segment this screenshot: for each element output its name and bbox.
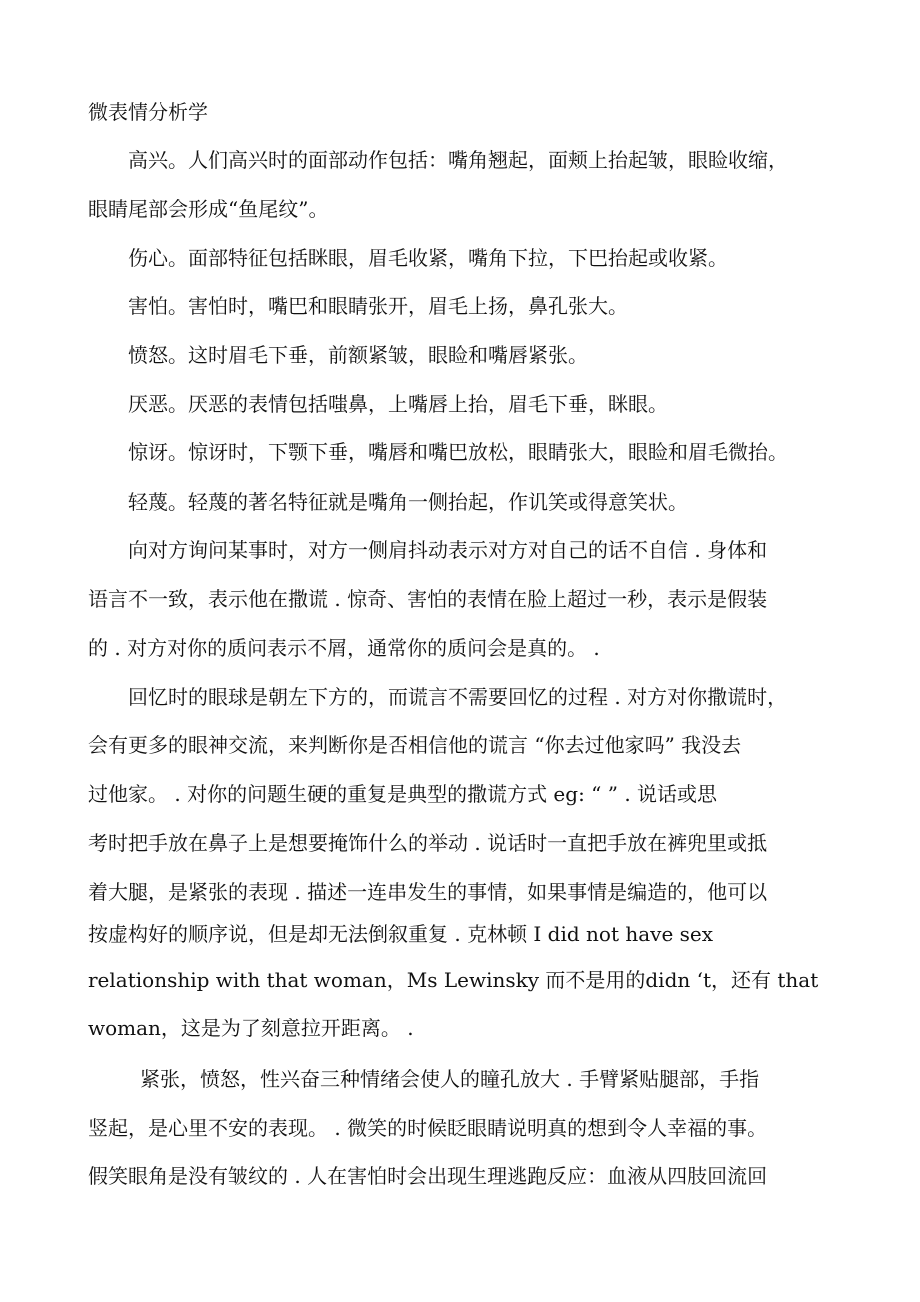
text-line: 过他家。 . 对你的问题生硬的重复是典型的撒谎方式 eg: “ ” . 说话或思 [88, 782, 718, 806]
document-title: 微表情分析学 [88, 100, 208, 124]
text-line: 紧张，愤怒，性兴奋三种情绪会使人的瞳孔放大 . 手臂紧贴腿部，手指 [140, 1067, 760, 1091]
text-line: 会有更多的眼神交流，来判断你是否相信他的谎言 “你去过他家吗” 我没去 [88, 733, 742, 757]
text-line: 竖起，是心里不安的表现。 . 微笑的时候眨眼睛说明真的想到令人幸福的事。 [88, 1116, 768, 1140]
text-line: 害怕。害怕时，嘴巴和眼睛张开，眉毛上扬，鼻孔张大。 [128, 294, 628, 318]
text-line: 的 . 对方对你的质问表示不屑，通常你的质问会是真的。 . [88, 636, 600, 660]
text-line: 语言不一致，表示他在撒谎 . 惊奇、害怕的表情在脸上超过一秒，表示是假装 [88, 587, 768, 611]
text-line: 假笑眼角是没有皱纹的 . 人在害怕时会出现生理逃跑反应：血液从四肢回流回 [88, 1164, 768, 1188]
text-line: 着大腿，是紧张的表现 . 描述一连串发生的事情，如果事情是编造的，他可以 [88, 880, 768, 904]
text-line: 考时把手放在鼻子上是想要掩饰什么的举动 . 说话时一直把手放在裤兜里或抵 [88, 831, 768, 855]
text-line: 眼睛尾部会形成“鱼尾纹”。 [88, 197, 329, 221]
text-line: 伤心。面部特征包括眯眼，眉毛收紧，嘴角下拉，下巴抬起或收紧。 [128, 246, 728, 270]
text-line: 惊讶。惊讶时，下颚下垂，嘴唇和嘴巴放松，眼睛张大，眼睑和眉毛微抬。 [128, 440, 788, 464]
text-line: 厌恶。厌恶的表情包括嗤鼻，上嘴唇上抬，眉毛下垂，眯眼。 [128, 392, 668, 416]
text-line: 轻蔑。轻蔑的著名特征就是嘴角一侧抬起，作讥笑或得意笑状。 [128, 490, 688, 514]
text-line: relationship with that woman，Ms Lewinsky 而不是用的didn ‘t，还有 that [88, 968, 819, 992]
text-line: 按虚构好的顺序说，但是却无法倒叙重复 . 克林顿 I did not have sex [88, 922, 714, 946]
text-line: 高兴。人们高兴时的面部动作包括：嘴角翘起，面颊上抬起皱，眼睑收缩， [128, 148, 788, 172]
text-line: 回忆时的眼球是朝左下方的，而谎言不需要回忆的过程 . 对方对你撒谎时， [128, 685, 788, 709]
text-line: woman，这是为了刻意拉开距离。 . [88, 1016, 414, 1040]
text-line: 愤怒。这时眉毛下垂，前额紧皱，眼睑和嘴唇紧张。 [128, 343, 588, 367]
text-line: 向对方询问某事时，对方一侧肩抖动表示对方对自己的话不自信 . 身体和 [128, 538, 768, 562]
